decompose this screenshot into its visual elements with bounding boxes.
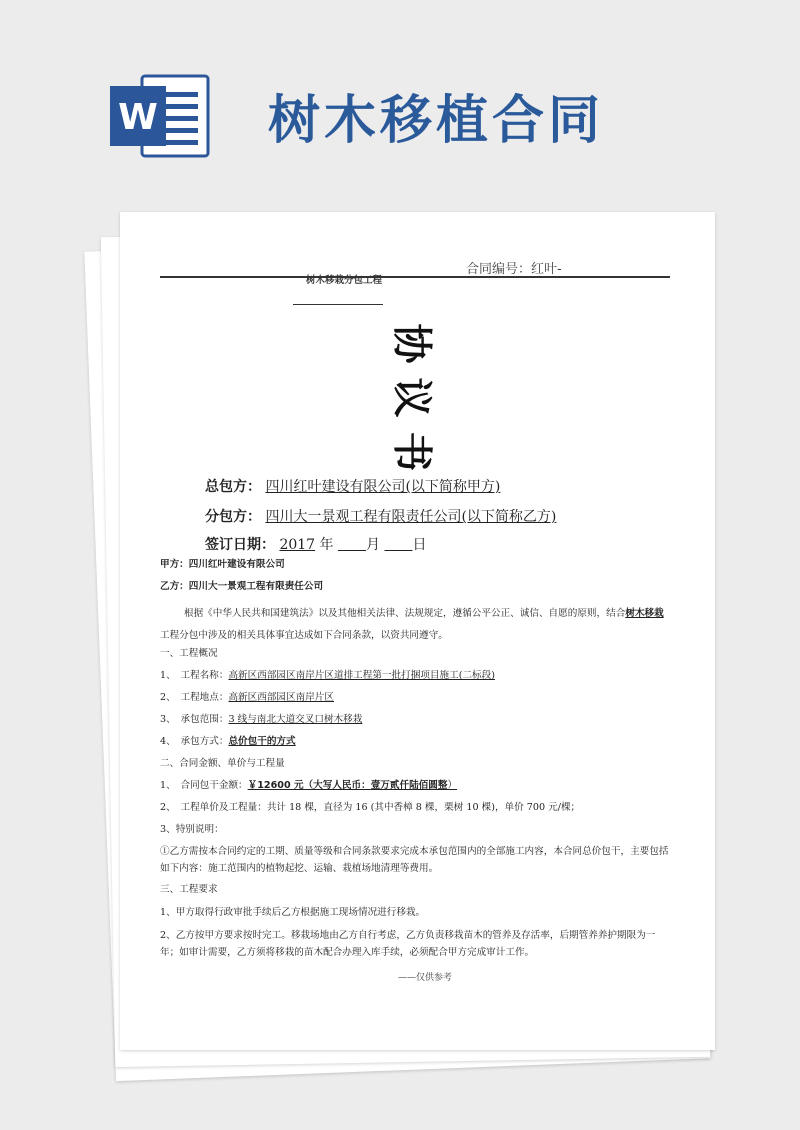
subcontractor-value: 四川大一景观工程有限责任公司(以下简称乙方) bbox=[265, 509, 557, 525]
document-subtitle: 树木移栽分包工程 bbox=[306, 275, 383, 286]
contract-amount-line: 1、 合同包干金额：￥12600 元（大写人民币：壹万贰仟陆佰圆整） bbox=[160, 780, 458, 791]
subtitle-rule bbox=[293, 304, 383, 305]
unit-price-line: 2、 工程单价及工程量：共计 18 棵，直径为 16 (其中香樟 8 棵，栗树 10 棵)，单价 700 元/棵； bbox=[160, 802, 581, 813]
general-contractor-value: 四川红叶建设有限公司(以下简称甲方) bbox=[265, 479, 501, 495]
banner-title: 树木移植合同 bbox=[268, 91, 605, 151]
contract-mode-line: 4、 承包方式：总价包干的方式 bbox=[160, 736, 296, 747]
intro-paragraph: 根据《中华人民共和国建筑法》以及其他相关法律、法规规定，遵循公平公正、诚信、自愿的原则，结合树木移栽工程分包中涉及的相关具体事宜达成如下合同条款，以资共同遵守。 bbox=[160, 608, 664, 641]
general-contractor-line bbox=[205, 476, 500, 496]
section-1-heading: 一、工程概况 bbox=[160, 648, 218, 659]
sign-date-month-unit: 月 bbox=[366, 537, 380, 553]
sign-date-year: 2017 bbox=[279, 537, 316, 553]
general-contractor-label: 总包方： bbox=[205, 479, 261, 495]
project-name-line: 1、 工程名称：高新区西部园区南岸片区道排工程第一批打捆项目施工(二标段) bbox=[160, 670, 495, 681]
requirement-2: 2、乙方按甲方要求按时完工。移栽场地由乙方自行考虑，乙方负责移栽苗木的管养及存活率，后期管养养护期限为一年；如审计需要，乙方须将移栽的苗木配合办理入库手续，必须配合甲方完成审计工作。 bbox=[160, 930, 656, 958]
sign-date-day-unit: 日 bbox=[412, 537, 427, 553]
sign-date-label: 签订日期： bbox=[205, 537, 275, 553]
banner bbox=[0, 0, 800, 190]
sign-date-year-unit: 年 bbox=[319, 537, 334, 553]
requirement-1: 1、甲方取得行政审批手续后乙方根据施工现场情况进行移栽。 bbox=[160, 907, 426, 918]
svg-text:W: W bbox=[118, 97, 158, 138]
contract-number: 合同编号：红叶- bbox=[466, 262, 562, 277]
special-note-heading: 3、特别说明： bbox=[160, 824, 224, 835]
word-logo-icon bbox=[108, 72, 212, 160]
sign-date-line bbox=[205, 534, 426, 554]
subcontractor-label: 分包方： bbox=[205, 509, 261, 525]
contract-scope-line: 3、 承包范围：3 线与南北大道交叉口树木移栽 bbox=[160, 714, 363, 725]
footer-note: ——仅供参考 bbox=[398, 973, 453, 983]
party-a-line: 甲方：四川红叶建设有限公司 bbox=[160, 559, 285, 570]
section-2-heading: 二、合同金额、单价与工程量 bbox=[160, 758, 285, 769]
special-note-text: ①乙方需按本合同约定的工期、质量等级和合同条款要求完成本承包范围内的全部施工内容，本合同总价包干，主要包括如下内容：施工范围内的植物起挖、运输、栽植场地清理等费用。 bbox=[160, 846, 669, 874]
project-location-line: 2、 工程地点：高新区西部园区南岸片区 bbox=[160, 692, 334, 703]
section-3-heading: 三、工程要求 bbox=[160, 884, 218, 895]
vertical-title: 协议书 bbox=[388, 323, 435, 486]
party-b-line: 乙方：四川大一景观工程有限责任公司 bbox=[160, 581, 324, 592]
subcontractor-line bbox=[205, 506, 556, 526]
header-rule bbox=[160, 276, 670, 278]
